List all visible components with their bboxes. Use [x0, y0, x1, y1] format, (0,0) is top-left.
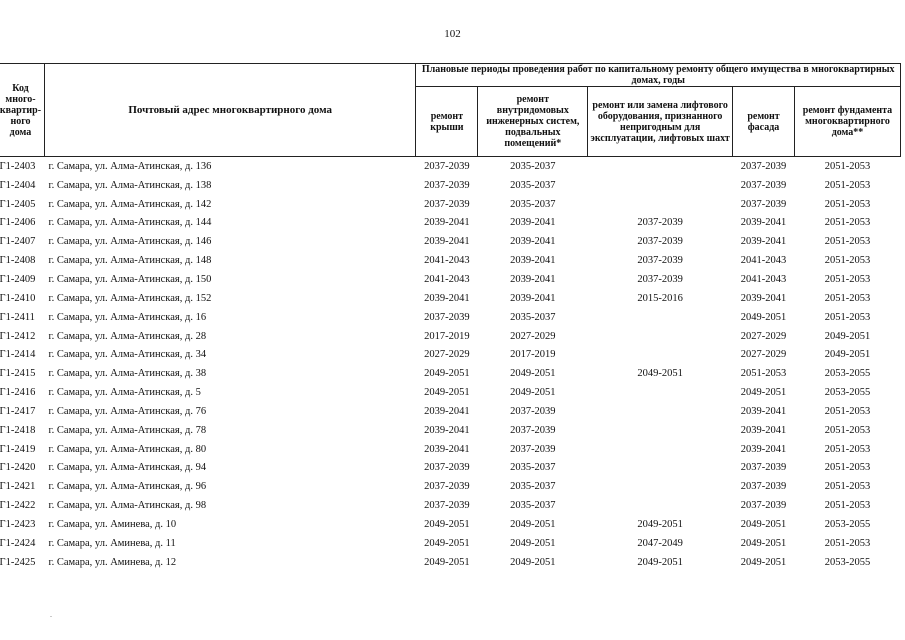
table-row: [0, 402, 901, 421]
cell-foundation: 2051-2053: [824, 462, 871, 474]
header-systems: ремонт внутридомовых инженерных систем, подвальных помещений*: [478, 87, 588, 157]
cell-elevator: 2037-2039: [637, 255, 683, 267]
cell-systems: 2039-2041: [510, 255, 556, 267]
cell-elevator: [588, 477, 733, 496]
cell-roof: 2037-2039: [424, 198, 470, 210]
table-row: [0, 270, 901, 289]
cell-code: Г1-2403: [0, 160, 36, 172]
scan-mark: .: [50, 610, 52, 619]
table-row: [0, 459, 901, 478]
cell-elevator: 2037-2039: [637, 273, 683, 285]
cell-address: г. Самара, ул. Аминева, д. 12: [48, 556, 177, 568]
cell-systems: 2049-2051: [510, 387, 556, 399]
cell-address: г. Самара, ул. Алма-Атинская, д. 144: [48, 217, 212, 229]
cell-facade: 2049-2051: [740, 387, 787, 399]
header-roof: ремонт крыши: [416, 87, 478, 157]
cell-foundation: 2051-2053: [824, 537, 871, 549]
table-row: [0, 176, 901, 195]
capital-repair-table: [0, 63, 901, 572]
header-code: Код много-квартир-ного дома: [0, 64, 44, 157]
cell-elevator: [588, 459, 733, 478]
header-address: Почтовый адрес многоквартирного дома: [44, 64, 415, 157]
cell-roof: 2049-2051: [424, 518, 470, 530]
cell-roof: 2017-2019: [424, 330, 470, 342]
cell-code: Г1-2417: [0, 405, 36, 417]
cell-foundation: 2051-2053: [824, 292, 871, 304]
cell-foundation: 2049-2051: [824, 349, 871, 361]
cell-facade: 2041-2043: [740, 255, 787, 267]
cell-systems: 2039-2041: [510, 217, 556, 229]
cell-address: г. Самара, ул. Алма-Атинская, д. 34: [48, 349, 207, 361]
cell-systems: 2027-2029: [510, 330, 556, 342]
cell-address: г. Самара, ул. Алма-Атинская, д. 152: [48, 292, 212, 304]
cell-elevator: [588, 345, 733, 364]
cell-code: Г1-2422: [0, 500, 36, 512]
cell-foundation: 2053-2055: [824, 556, 871, 568]
table-body: [0, 157, 901, 572]
cell-roof: 2049-2051: [424, 556, 470, 568]
table-row: [0, 383, 901, 402]
cell-code: Г1-2416: [0, 387, 36, 399]
header-foundation: ремонт фундамента многоквартирного дома**: [795, 87, 901, 157]
cell-code: Г1-2418: [0, 424, 36, 436]
cell-roof: 2041-2043: [424, 255, 470, 267]
cell-facade: 2037-2039: [740, 481, 787, 493]
cell-foundation: 2051-2053: [824, 405, 871, 417]
cell-systems: 2035-2037: [510, 500, 556, 512]
cell-elevator: [588, 496, 733, 515]
cell-code: Г1-2408: [0, 255, 36, 267]
cell-code: Г1-2424: [0, 537, 36, 549]
cell-address: г. Самара, ул. Алма-Атинская, д. 136: [48, 160, 212, 172]
cell-foundation: 2049-2051: [824, 330, 871, 342]
cell-foundation: 2051-2053: [824, 255, 871, 267]
cell-systems: 2035-2037: [510, 160, 556, 172]
cell-systems: 2039-2041: [510, 236, 556, 248]
cell-facade: 2049-2051: [740, 518, 787, 530]
table-row: [0, 327, 901, 346]
cell-address: г. Самара, ул. Алма-Атинская, д. 138: [48, 179, 212, 191]
cell-address: г. Самара, ул. Алма-Атинская, д. 146: [48, 236, 212, 248]
cell-code: Г1-2411: [0, 311, 35, 323]
cell-roof: 2039-2041: [424, 424, 470, 436]
cell-address: г. Самара, ул. Алма-Атинская, д. 80: [48, 443, 207, 455]
cell-systems: 2035-2037: [510, 481, 556, 493]
cell-roof: 2037-2039: [424, 179, 470, 191]
cell-foundation: 2051-2053: [824, 273, 871, 285]
table-row: [0, 251, 901, 270]
cell-elevator: 2037-2039: [637, 217, 683, 229]
cell-code: Г1-2412: [0, 330, 36, 342]
cell-address: г. Самара, ул. Алма-Атинская, д. 76: [48, 405, 207, 417]
cell-address: г. Самара, ул. Алма-Атинская, д. 96: [48, 481, 207, 493]
cell-address: г. Самара, ул. Аминева, д. 10: [48, 518, 177, 530]
cell-foundation: 2051-2053: [824, 443, 871, 455]
cell-code: Г1-2419: [0, 443, 36, 455]
table-row: [0, 232, 901, 251]
cell-code: Г1-2415: [0, 368, 36, 380]
table-row: [0, 440, 901, 459]
cell-address: г. Самара, ул. Алма-Атинская, д. 98: [48, 500, 207, 512]
cell-address: г. Самара, ул. Алма-Атинская, д. 150: [48, 273, 212, 285]
cell-foundation: 2051-2053: [824, 217, 871, 229]
cell-foundation: 2051-2053: [824, 198, 871, 210]
cell-systems: 2035-2037: [510, 311, 556, 323]
cell-code: Г1-2425: [0, 556, 36, 568]
cell-roof: 2037-2039: [424, 160, 470, 172]
cell-roof: 2049-2051: [424, 387, 470, 399]
cell-foundation: 2051-2053: [824, 424, 871, 436]
cell-code: Г1-2409: [0, 273, 36, 285]
cell-elevator: [588, 195, 733, 214]
table-row: [0, 496, 901, 515]
cell-address: г. Самара, ул. Алма-Атинская, д. 5: [48, 387, 201, 399]
cell-systems: 2049-2051: [510, 556, 556, 568]
cell-elevator: [588, 308, 733, 327]
cell-facade: 2039-2041: [740, 405, 787, 417]
cell-facade: 2049-2051: [740, 556, 787, 568]
cell-code: Г1-2407: [0, 236, 36, 248]
cell-foundation: 2053-2055: [824, 387, 871, 399]
cell-elevator: [588, 421, 733, 440]
cell-elevator: 2049-2051: [637, 368, 683, 380]
cell-facade: 2041-2043: [740, 273, 787, 285]
cell-foundation: 2051-2053: [824, 179, 871, 191]
cell-roof: 2037-2039: [424, 462, 470, 474]
cell-systems: 2037-2039: [510, 443, 556, 455]
cell-systems: 2039-2041: [510, 292, 556, 304]
cell-facade: 2037-2039: [740, 462, 787, 474]
cell-facade: 2049-2051: [740, 537, 787, 549]
cell-elevator: 2049-2051: [637, 556, 683, 568]
cell-elevator: [588, 383, 733, 402]
table-row: [0, 289, 901, 308]
cell-systems: 2049-2051: [510, 518, 556, 530]
cell-roof: 2039-2041: [424, 405, 470, 417]
cell-foundation: 2051-2053: [824, 160, 871, 172]
cell-systems: 2035-2037: [510, 198, 556, 210]
cell-systems: 2035-2037: [510, 179, 556, 191]
table-row: [0, 364, 901, 383]
cell-systems: 2017-2019: [510, 349, 556, 361]
cell-elevator: [588, 176, 733, 195]
table-row: [0, 308, 901, 327]
cell-foundation: 2051-2053: [824, 236, 871, 248]
cell-facade: 2037-2039: [740, 179, 787, 191]
cell-roof: 2037-2039: [424, 481, 470, 493]
cell-elevator: [588, 440, 733, 459]
header-elevator: ремонт или замена лифтового оборудования, признанного непригодным для эксплуатации, лифтовых шахт: [588, 87, 733, 157]
cell-roof: 2039-2041: [424, 292, 470, 304]
cell-elevator: [588, 157, 733, 176]
cell-code: Г1-2406: [0, 217, 36, 229]
cell-elevator: [588, 327, 733, 346]
cell-foundation: 2051-2053: [824, 500, 871, 512]
cell-facade: 2027-2029: [740, 330, 787, 342]
cell-systems: 2049-2051: [510, 368, 556, 380]
cell-facade: 2039-2041: [740, 217, 787, 229]
cell-roof: 2039-2041: [424, 217, 470, 229]
cell-code: Г1-2423: [0, 518, 36, 530]
cell-facade: 2039-2041: [740, 443, 787, 455]
cell-systems: 2049-2051: [510, 537, 556, 549]
cell-address: г. Самара, ул. Алма-Атинская, д. 94: [48, 462, 207, 474]
cell-address: г. Самара, ул. Аминева, д. 11: [48, 537, 176, 549]
cell-roof: 2039-2041: [424, 236, 470, 248]
cell-facade: 2037-2039: [740, 198, 787, 210]
table-row: [0, 214, 901, 233]
cell-foundation: 2051-2053: [824, 311, 871, 323]
cell-systems: 2037-2039: [510, 405, 556, 417]
table-row: [0, 157, 901, 176]
cell-code: Г1-2414: [0, 349, 36, 361]
cell-address: г. Самара, ул. Алма-Атинская, д. 28: [48, 330, 207, 342]
cell-systems: 2039-2041: [510, 273, 556, 285]
cell-elevator: 2047-2049: [637, 537, 683, 549]
cell-address: г. Самара, ул. Алма-Атинская, д. 38: [48, 368, 207, 380]
table-row: [0, 421, 901, 440]
cell-roof: 2041-2043: [424, 273, 470, 285]
cell-elevator: 2049-2051: [637, 518, 683, 530]
cell-facade: 2039-2041: [740, 236, 787, 248]
cell-systems: 2037-2039: [510, 424, 556, 436]
header-facade: ремонт фасада: [733, 87, 795, 157]
cell-code: Г1-2404: [0, 179, 36, 191]
cell-roof: 2037-2039: [424, 500, 470, 512]
cell-facade: 2037-2039: [740, 160, 787, 172]
cell-elevator: 2015-2016: [637, 292, 683, 304]
cell-foundation: 2053-2055: [824, 368, 871, 380]
cell-code: Г1-2421: [0, 481, 36, 493]
cell-address: г. Самара, ул. Алма-Атинская, д. 142: [48, 198, 212, 210]
cell-elevator: 2037-2039: [637, 236, 683, 248]
cell-facade: 2039-2041: [740, 424, 787, 436]
cell-address: г. Самара, ул. Алма-Атинская, д. 78: [48, 424, 207, 436]
cell-roof: 2049-2051: [424, 368, 470, 380]
header-group-title: Плановые периоды проведения работ по капитальному ремонту общего имущества в многоквартирных домах, годы: [416, 64, 901, 87]
cell-roof: 2049-2051: [424, 537, 470, 549]
table-row: [0, 515, 901, 534]
table-row: [0, 195, 901, 214]
cell-foundation: 2053-2055: [824, 518, 871, 530]
cell-elevator: [588, 402, 733, 421]
cell-facade: 2049-2051: [740, 311, 787, 323]
cell-foundation: 2051-2053: [824, 481, 871, 493]
cell-facade: 2051-2053: [740, 368, 787, 380]
cell-code: Г1-2420: [0, 462, 36, 474]
cell-roof: 2039-2041: [424, 443, 470, 455]
table-row: [0, 345, 901, 364]
cell-code: Г1-2405: [0, 198, 36, 210]
table-row: [0, 477, 901, 496]
table-row: [0, 553, 901, 572]
cell-systems: 2035-2037: [510, 462, 556, 474]
cell-facade: 2037-2039: [740, 500, 787, 512]
cell-facade: 2039-2041: [740, 292, 787, 304]
table-row: [0, 534, 901, 553]
cell-roof: 2037-2039: [424, 311, 470, 323]
cell-code: Г1-2410: [0, 292, 36, 304]
page-number: 102: [444, 28, 461, 40]
cell-facade: 2027-2029: [740, 349, 787, 361]
cell-address: г. Самара, ул. Алма-Атинская, д. 16: [48, 311, 207, 323]
cell-roof: 2027-2029: [424, 349, 470, 361]
cell-address: г. Самара, ул. Алма-Атинская, д. 148: [48, 255, 212, 267]
